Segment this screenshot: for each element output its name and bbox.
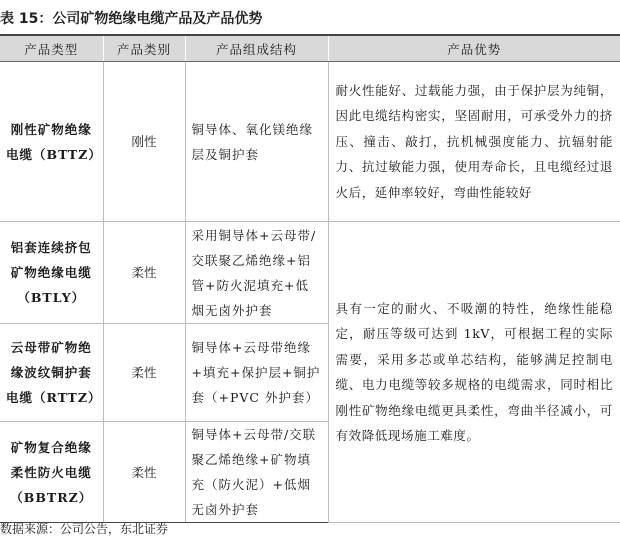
product-structure: 铜导体+云母带/交联聚乙烯绝缘+矿物填充（防火泥）+低烟无卤外护套 [185,422,328,523]
header-product-structure: 产品组成结构 [185,35,328,62]
product-table [0,34,620,523]
product-category: 柔性 [103,422,185,523]
table-header-row [0,35,620,62]
product-advantage-rigid: 耐火性能好、过载能力强，由于保护层为纯铜，因此电缆结构密实，坚固耐用，可承受外力的挤压、撞击、敲打，抗机械强度能力、抗辐射能力、抗过敏能力强，使用寿命长，且电缆经过退火后，延伸率较好，弯曲性能较好 [328,62,620,222]
product-category: 柔性 [103,324,185,422]
table-row [0,222,620,324]
product-name-btly: 铝套连续挤包矿物绝缘电缆（BTLY） [0,222,103,324]
header-product-advantage: 产品优势 [328,35,620,62]
product-name-rttz: 云母带矿物绝缘波纹铜护套电缆（RTTZ） [0,324,103,422]
header-product-type: 产品类型 [0,35,103,62]
product-structure: 采用铜导体+云母带/交联聚乙烯绝缘+铝管+防火泥填充+低烟无卤外护套 [185,222,328,324]
data-source-note: 数据来源：公司公告，东北证券 [0,522,169,536]
product-name-bbtrz: 矿物复合绝缘柔性防火电缆（BBTRZ） [0,422,103,523]
product-category: 柔性 [103,222,185,324]
product-advantage-flexible: 具有一定的耐火、不吸潮的特性，绝缘性能稳定，耐压等级可达到 1kV，可根据工程的实际需要，采用多芯或单芯结构，能够满足控制电缆、电力电缆等较多规格的电缆需求，同时相比刚性矿物绝缘电缆更具柔性，弯曲半径减小，可有效降低现场施工难度。 [328,222,620,523]
header-product-category: 产品类别 [103,35,185,62]
product-name-bttz: 刚性矿物绝缘电缆（BTTZ） [0,62,103,222]
table-row [0,62,620,222]
product-structure: 铜导体+云母带绝缘+填充+保护层+铜护套（+PVC 外护套） [185,324,328,422]
product-category: 刚性 [103,62,185,222]
table-title: 表 15：公司矿物绝缘电缆产品及产品优势 [0,11,263,27]
product-structure: 铜导体、氧化镁绝缘层及铜护套 [185,62,328,222]
